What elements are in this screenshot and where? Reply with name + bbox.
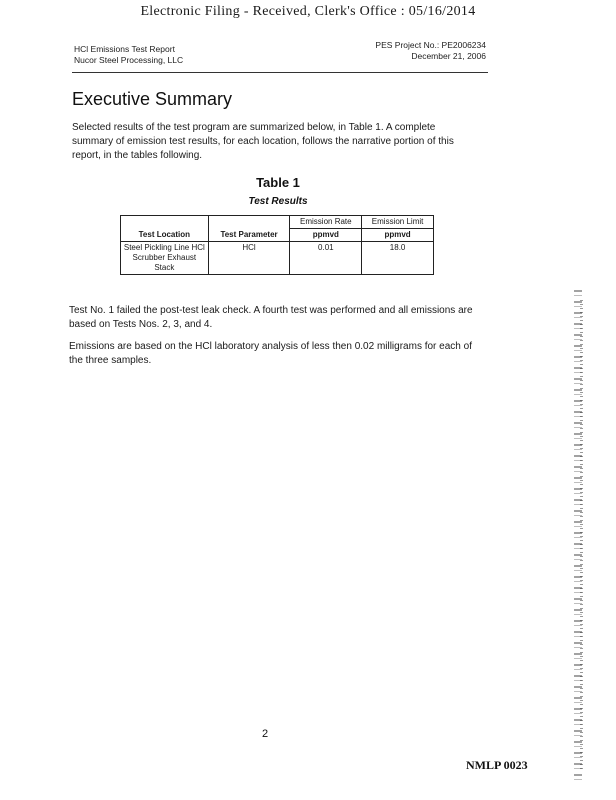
note-paragraph-2: Emissions are based on the HCl laboratory analysis of less then 0.02 milligrams for each of the three samples. <box>69 341 472 366</box>
report-title: HCl Emissions Test Report <box>74 44 175 54</box>
col-header-location: Test Location <box>121 216 209 242</box>
scan-margin-artifact-2 <box>580 300 583 770</box>
table-title: Table 1 <box>256 175 300 190</box>
cell-emission-limit: 18.0 <box>362 242 434 275</box>
results-table <box>120 215 434 275</box>
col-header-parameter: Test Parameter <box>208 216 290 242</box>
section-title: Executive Summary <box>72 89 233 109</box>
col-header-limit: Emission Limit <box>362 216 434 229</box>
report-date: December 21, 2006 <box>411 51 486 61</box>
page-number: 2 <box>262 728 269 740</box>
header-right <box>375 40 486 62</box>
cell-location: Steel Pickling Line HCl Scrubber Exhaust Stack <box>121 242 209 275</box>
header-left <box>74 44 183 66</box>
col-unit-limit: ppmvd <box>362 229 434 242</box>
bates-number: NMLP 0023 <box>466 758 528 772</box>
cell-emission-rate: 0.01 <box>290 242 362 275</box>
table-subtitle: Test Results <box>248 196 308 207</box>
table-row <box>121 242 434 275</box>
col-unit-rate: ppmvd <box>290 229 362 242</box>
intro-paragraph: Selected results of the test program are summarized below, in Table 1. A complete summary of emission test results, for each location, follows the narrative portion of this report, in the tables following. <box>72 122 454 161</box>
project-number: PES Project No.: PE2006234 <box>375 40 486 50</box>
cell-parameter: HCl <box>208 242 290 275</box>
note-paragraph-1: Test No. 1 failed the post-test leak check. A fourth test was performed and all emissions are based on Tests Nos. 2, 3, and 4. <box>69 305 473 330</box>
company-name: Nucor Steel Processing, LLC <box>74 55 184 65</box>
filing-stamp: Electronic Filing - Received, Clerk's Office : 05/16/2014 <box>140 4 476 19</box>
col-header-rate: Emission Rate <box>290 216 362 229</box>
header-divider <box>72 72 488 73</box>
